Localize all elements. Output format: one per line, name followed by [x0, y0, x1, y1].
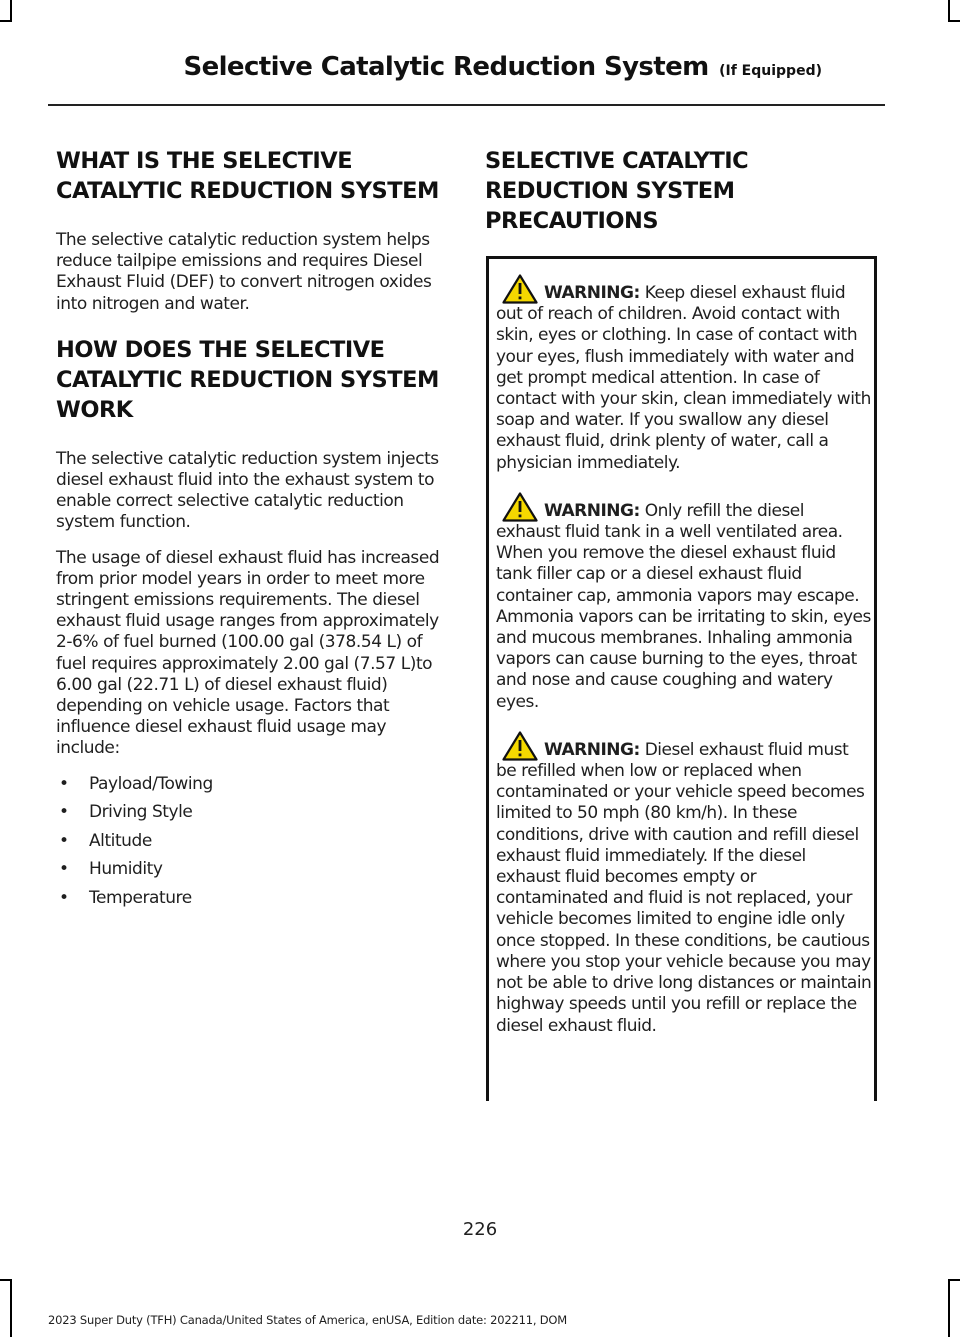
usage-factors-list — [56, 774, 448, 909]
list-item — [56, 831, 448, 852]
bullet-icon: • — [59, 830, 69, 851]
header-subtitle: (If Equipped) — [719, 63, 822, 79]
crop-mark-top-right-h — [948, 20, 960, 22]
section-heading-how-does: HOW DOES THE SELECTIVE CATALYTIC REDUCTION SYSTEM WORK — [56, 336, 439, 423]
section-heading-precautions: SELECTIVE CATALYTIC REDUCTION SYSTEM PRECAUTIONS — [485, 148, 749, 234]
crop-mark-bottom-left — [10, 1279, 12, 1337]
warning-text: Keep diesel exhaust fluid out of reach of children. Avoid contact with skin, eyes or clothing. In case of contact with your eyes, flush immediately with water and get prompt medical attention. In case of contact with your skin, clean immediately with soap and water. If you swallow any diesel exhaust fluid, drink plenty of water, call a physician immediately. — [496, 283, 871, 473]
list-item-text: Payload/Towing — [89, 773, 213, 794]
page-number: 226 — [462, 1219, 498, 1240]
bullet-icon: • — [59, 859, 69, 880]
warning-label: WARNING: — [544, 739, 640, 760]
list-item — [56, 859, 448, 880]
list-item — [56, 774, 448, 795]
left-column — [56, 146, 448, 916]
warning-text: Diesel exhaust fluid must be refilled when low or replaced when contaminated or your vehicle speed becomes limited to 50 mph (80 km/h). In these conditions, drive with caution and refill diesel exhaust fluid immediately. If the diesel exhaust fluid becomes empty or contaminated and fluid is not replaced, your vehicle becomes limited to engine idle only once stopped. In these conditions, be cautious where you stop your vehicle because you may not be able to drive long distances or maintain highway speeds until you refill or replace the diesel exhaust fluid. — [496, 739, 872, 1036]
crop-mark-bottom-right-h — [948, 1279, 960, 1281]
warning-label: WARNING: — [544, 500, 640, 521]
list-item-text: Driving Style — [89, 802, 193, 823]
crop-mark-bottom-right — [948, 1279, 950, 1337]
warnings-content — [496, 274, 872, 1055]
footer-edition-info: 2023 Super Duty (TFH) Canada/United States of America, enUSA, Edition date: 202211, DOM — [48, 1313, 567, 1327]
crop-mark-top-left-h — [0, 20, 12, 22]
section-paragraph-how-1: The selective catalytic reduction system injects diesel exhaust fluid into the exhaust system to enable correct selective catalytic reduction system function. — [56, 448, 439, 533]
bullet-icon: • — [59, 773, 69, 794]
warning-label: WARNING: — [544, 283, 640, 303]
crop-mark-top-left — [10, 0, 12, 22]
section-heading-what-is: WHAT IS THE SELECTIVE CATALYTIC REDUCTION SYSTEM — [56, 148, 439, 204]
list-item — [56, 888, 448, 909]
section-paragraph-what-is: The selective catalytic reduction system helps reduce tailpipe emissions and requires Diesel Exhaust Fluid (DEF) to convert nitrogen oxides into nitrogen and water. — [56, 230, 432, 314]
header-divider — [48, 104, 885, 106]
crop-mark-bottom-left-h — [0, 1279, 12, 1281]
right-column — [485, 146, 880, 260]
section-paragraph-how-2: The usage of diesel exhaust fluid has increased from prior model years in order to meet more stringent emissions requirements. The diesel exhaust fluid usage ranges from approximately 2-6% of fuel burned (100.00 gal (378.54 L) of fuel requires approximately 2.00 gal (7.57 L)to 6.00 gal (22.71 L) of diesel exhaust fluid) depending on vehicle usage. Factors that influence diesel exhaust fluid usage may include: — [56, 547, 440, 759]
warning-triangle-icon — [502, 274, 538, 304]
warning-triangle-icon — [502, 492, 538, 522]
bullet-icon: • — [59, 887, 69, 908]
warning-triangle-icon — [502, 731, 538, 761]
header-title-text: Selective Catalytic Reduction System — [183, 52, 709, 82]
list-item-text: Humidity — [89, 859, 163, 880]
warning-item — [496, 731, 872, 1037]
crop-mark-top-right — [948, 0, 950, 22]
warnings-box — [486, 256, 877, 1101]
page-header-title — [183, 52, 822, 82]
list-item-text: Temperature — [89, 887, 192, 908]
list-item — [56, 802, 448, 823]
list-item-text: Altitude — [89, 830, 152, 851]
warning-text: Only refill the diesel exhaust fluid tank in a well ventilated area. When you remove the diesel exhaust fluid tank filler cap or a diesel exhaust fluid container cap, ammonia vapors may escape. Ammonia vapors can be irritating to skin, eyes and mucous membranes. Inhaling ammonia vapors can cause burning to the eyes, throat and nose and cause coughing and watery eyes. — [496, 500, 871, 712]
warning-item — [496, 492, 872, 713]
warning-item — [496, 274, 872, 474]
bullet-icon: • — [59, 802, 69, 823]
